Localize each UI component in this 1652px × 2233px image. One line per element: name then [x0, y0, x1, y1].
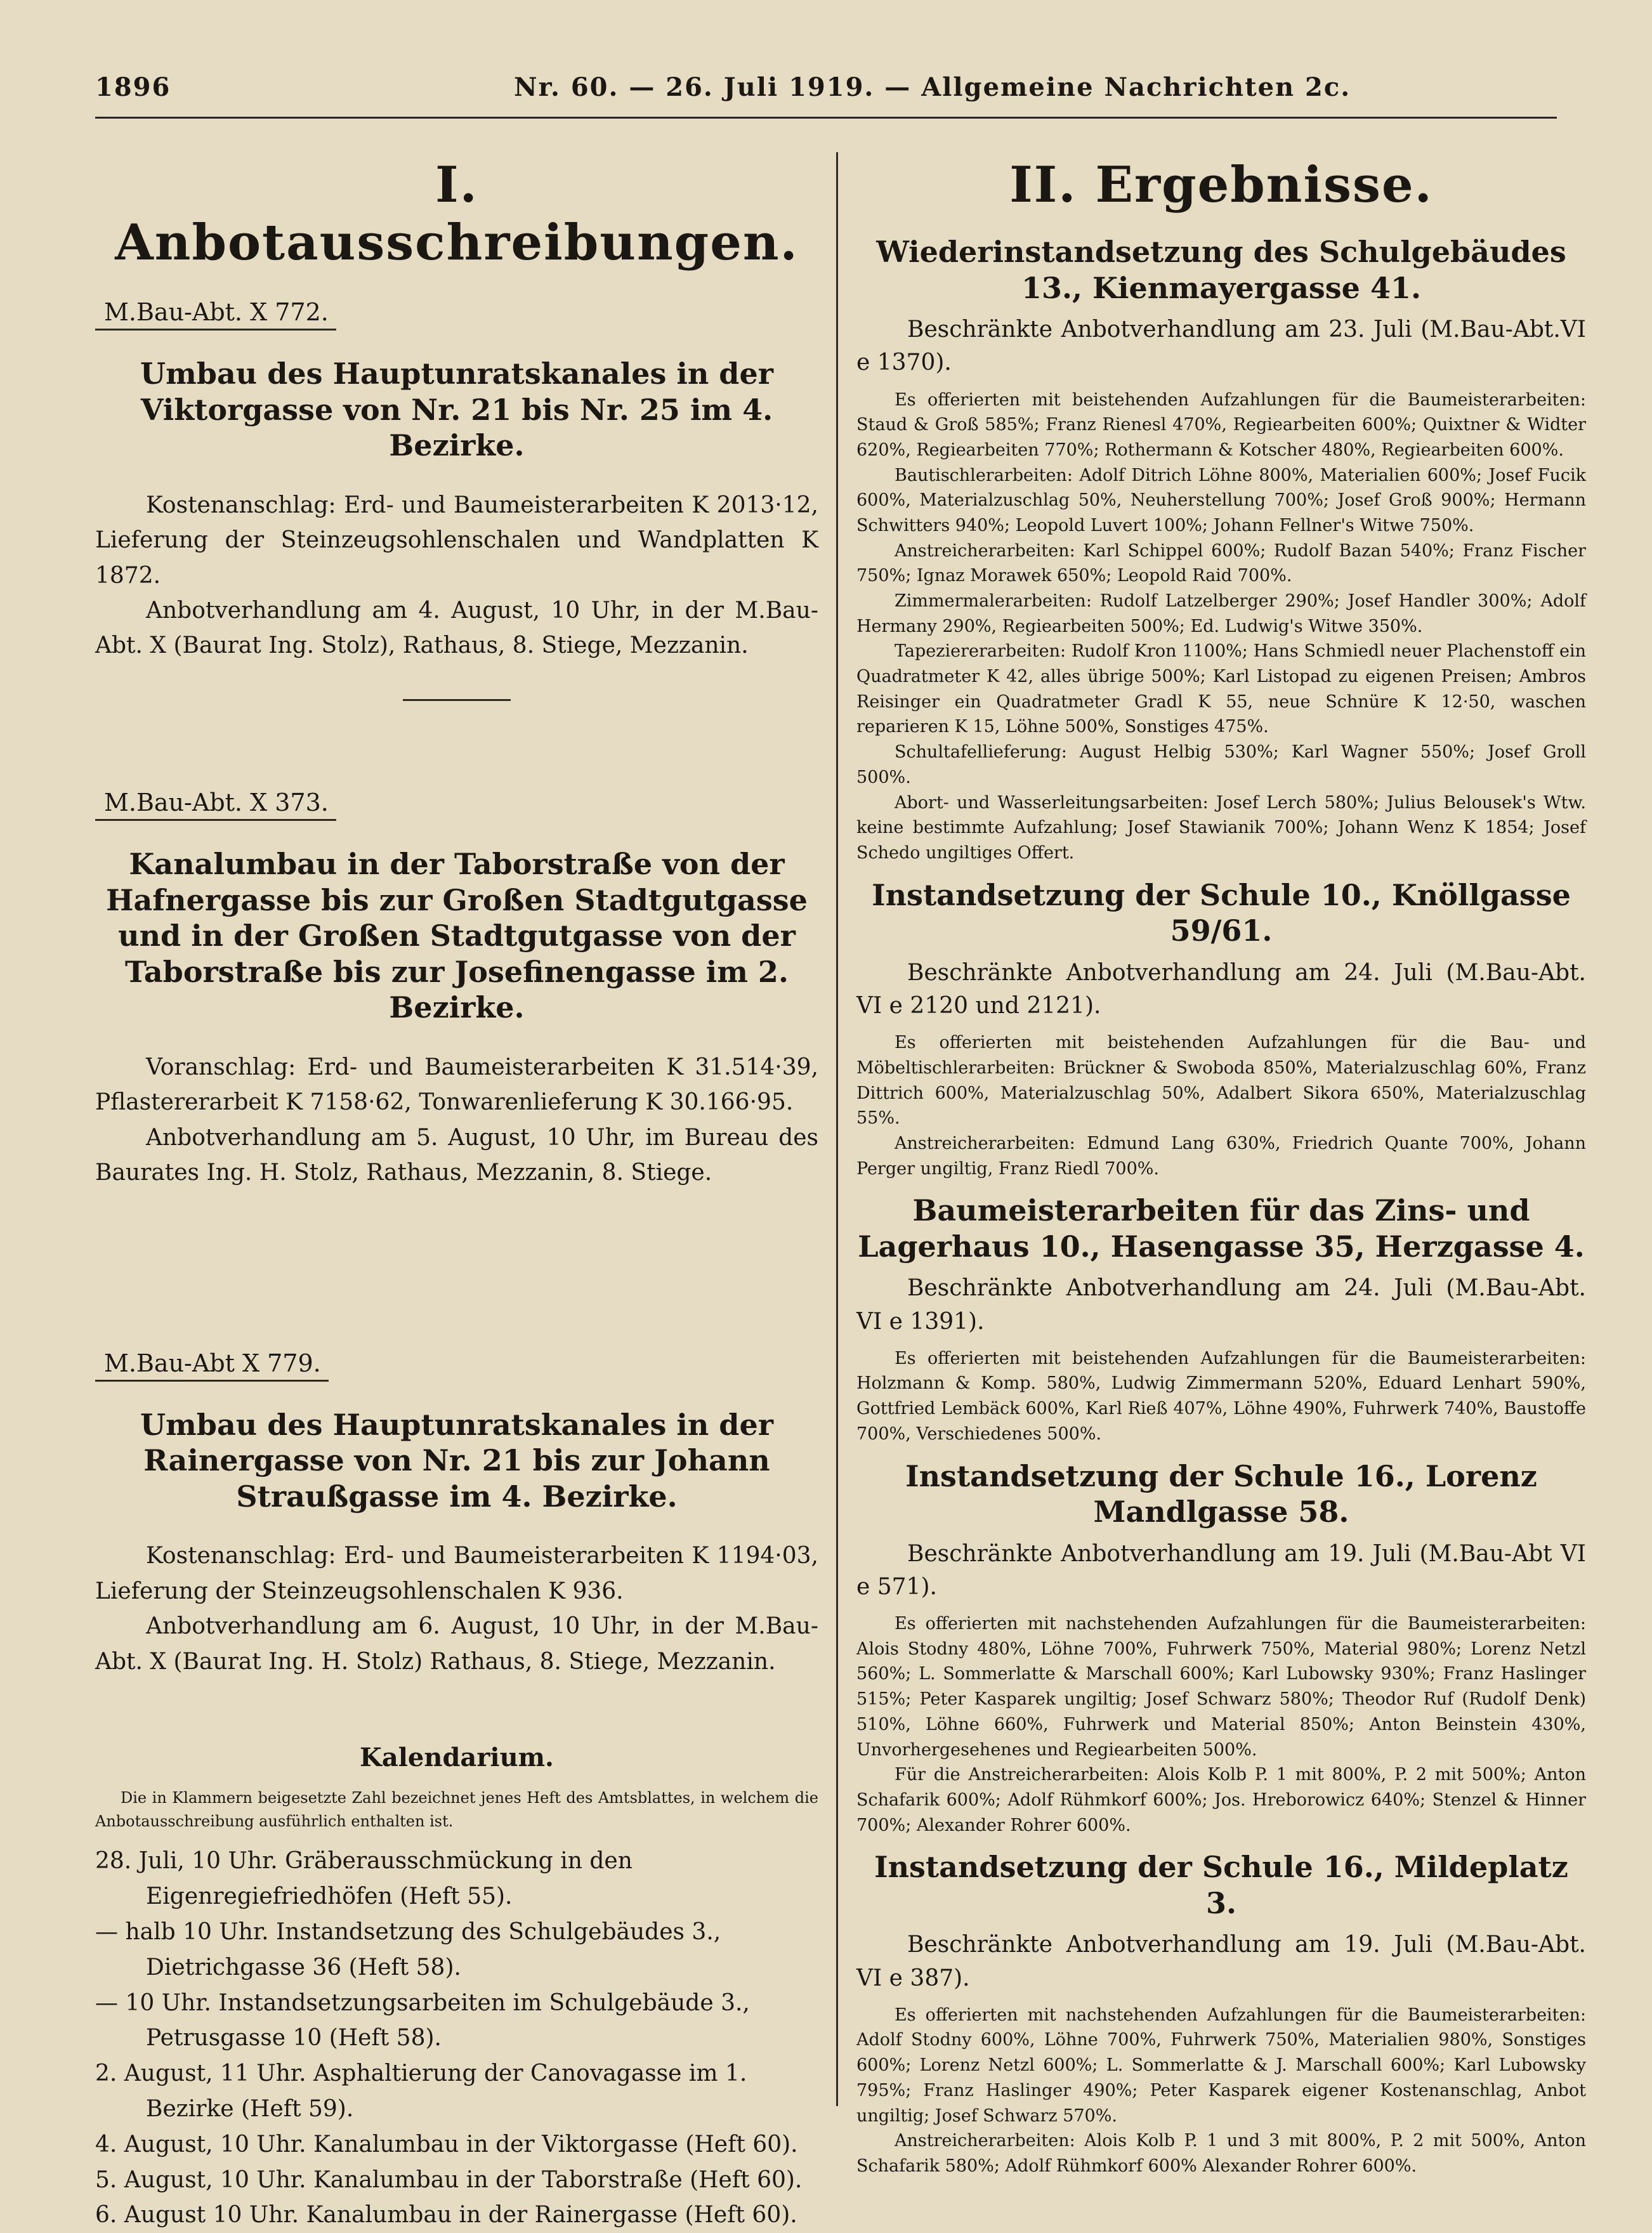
- result-offers: Schultafellieferung: August Helbig 530%; Karl Wagner 550%; Josef Groll 500%.: [856, 742, 1586, 787]
- result-notice: [856, 1193, 1586, 1446]
- negotiation-date: Anbotverhandlung am 4. August, 10 Uhr, in der M.Bau-Abt. X (Baurat Ing. Stolz), Rathaus, 8. Stiege, Mezzanin.: [95, 598, 818, 659]
- tender-notice: [95, 782, 818, 1343]
- result-notice: [856, 1458, 1586, 1838]
- kalendarium-entry: — halb 10 Uhr. Instandsetzung des Schulgebäudes 3., Dietrichgasse 36 (Heft 58).: [95, 1919, 721, 1981]
- result-notice: [856, 1849, 1586, 2178]
- right-column: [856, 146, 1586, 2179]
- divider-rule: [403, 699, 511, 701]
- result-offers: Zimmermalerarbeiten: Rudolf Latzelberger 290%; Josef Handler 300%; Adolf Hermany 290%, Regiearbeiten 500%; Ed. Ludwig's Witwe 350%.: [856, 591, 1586, 636]
- result-offers: Anstreicherarbeiten: Alois Kolb P. 1 und 3 mit 800%, P. 2 mit 500%, Anton Schafarik 580%; Adolf Rühmkorf 600% Alexander Rohrer 600%.: [856, 2131, 1586, 2176]
- result-title: Instandsetzung der Schule 10., Knöllgasse 59/61.: [872, 877, 1571, 948]
- kalendarium-note: Die in Klammern beigesetzte Zahl bezeichnet jenes Heft des Amtsblattes, in welchem die Anbotausschreibung ausführlich enthalten ist.: [95, 1789, 818, 1831]
- kalendarium-entry: 4. August, 10 Uhr. Kanalumbau in der Viktorgasse (Heft 60).: [95, 2131, 798, 2158]
- result-notice: [856, 877, 1586, 1182]
- department-reference: M.Bau-Abt. X 373.: [95, 789, 336, 821]
- notice-title: Umbau des Hauptunratskanales in der Viktorgasse von Nr. 21 bis Nr. 25 im 4. Bezirke.: [140, 357, 773, 463]
- result-offers: Es offerierten mit beistehenden Aufzahlungen für die Baumeisterarbeiten: Staud & Groß 585%; Franz Rienesl 470%, Regiearbeiten 600%; Quixtner & Widter 620%, Regiearbeiten 770%; Rothermann & Kotscher 480%, Regiearbeiten 600%.: [856, 390, 1586, 460]
- tender-notice: [95, 1343, 818, 1679]
- section-title-anbotausschreibungen: I. Anbotausschreibungen.: [115, 156, 799, 272]
- result-offers: Anstreicherarbeiten: Edmund Lang 630%, Friedrich Quante 700%, Johann Perger ungiltig, Franz Riedl 700%.: [856, 1133, 1586, 1179]
- negotiation-date: Anbotverhandlung am 6. August, 10 Uhr, in der M.Bau-Abt. X (Baurat Ing. H. Stolz) Rathaus, 8. Stiege, Mezzanin.: [95, 1613, 818, 1675]
- result-intro: Beschränkte Anbotverhandlung am 19. Juli (M.Bau-Abt. VI e 387).: [856, 1932, 1586, 1991]
- kalendarium-entry: 5. August, 10 Uhr. Kanalumbau in der Taborstraße (Heft 60).: [95, 2166, 803, 2193]
- negotiation-date: Anbotverhandlung am 5. August, 10 Uhr, im Bureau des Baurates Ing. H. Stolz, Rathaus, Mezzanin, 8. Stiege.: [95, 1124, 818, 1186]
- section-title-ergebnisse: II. Ergebnisse.: [1009, 156, 1433, 214]
- result-title: Wiederinstandsetzung des Schulgebäudes 13., Kienmayergasse 41.: [876, 235, 1566, 305]
- left-column: [95, 146, 818, 2233]
- result-intro: Beschränkte Anbotverhandlung am 19. Juli (M.Bau-Abt VI e 571).: [856, 1540, 1586, 1600]
- result-notice: [856, 234, 1586, 866]
- result-offers: Für die Anstreicherarbeiten: Alois Kolb P. 1 mit 800%, P. 2 mit 500%; Anton Schafarik 600%; Adolf Rühmkorf 600%; Jos. Hreborowicz 640%; Stenzel & Hinner 700%; Alexander Rohrer 600%.: [856, 1765, 1586, 1835]
- cost-estimate: Kostenanschlag: Erd- und Baumeisterarbeiten K 1194·03, Lieferung der Steinzeugsohlenschalen K 936.: [95, 1543, 818, 1604]
- result-title: Baumeisterarbeiten für das Zins- und Lagerhaus 10., Hasengasse 35, Herzgasse 4.: [858, 1193, 1585, 1264]
- result-title: Instandsetzung der Schule 16., Lorenz Mandlgasse 58.: [905, 1458, 1537, 1529]
- kalendarium-entry: 2. August, 11 Uhr. Asphaltierung der Canovagasse im 1. Bezirke (Heft 59).: [95, 2060, 747, 2122]
- result-intro: Beschränkte Anbotverhandlung am 24. Juli (M.Bau-Abt. VI e 2120 und 2121).: [856, 959, 1586, 1019]
- result-title: Instandsetzung der Schule 16., Mildeplatz 3.: [874, 1850, 1568, 1920]
- result-offers: Tapeziererarbeiten: Rudolf Kron 1100%; Hans Schmiedl neuer Plachenstoff ein Quadratmeter K 42, alles übrige 500%; Karl Listopad zu eigenen Preisen; Ambros Reisinger ein Quadratmeter Gradl K 55, neue Schnüre K 12·50, waschen reparieren K 15, Löhne 500%, Sonstiges 475%.: [856, 641, 1586, 737]
- result-offers: Es offerierten mit beistehenden Aufzahlungen für die Baumeisterarbeiten: Holzmann & Komp. 580%, Ludwig Zimmermann 520%, Eduard Lenhart 590%, Gottfried Lembäck 600%, Karl Rieß 407%, Löhne 490%, Fuhrwerk 740%, Baustoffe 700%, Verschiedenes 500%.: [856, 1348, 1586, 1444]
- tender-notice: [95, 292, 818, 701]
- result-offers: Anstreicherarbeiten: Karl Schippel 600%; Rudolf Bazan 540%; Franz Fischer 750%; Ignaz Morawek 650%; Leopold Raid 700%.: [856, 540, 1586, 586]
- kalendarium: [95, 1743, 818, 2233]
- kalendarium-entry: 28. Juli, 10 Uhr. Gräberausschmückung in den Eigenregiefriedhöfen (Heft 55).: [95, 1848, 633, 1910]
- result-intro: Beschränkte Anbotverhandlung am 24. Juli (M.Bau-Abt. VI e 1391).: [856, 1275, 1586, 1335]
- cost-estimate: Voranschlag: Erd- und Baumeisterarbeiten K 31.514·39, Pflastererarbeit K 7158·62, Tonwarenlieferung K 30.166·95.: [95, 1054, 818, 1116]
- column-divider: [836, 152, 838, 2106]
- result-intro: Beschränkte Anbotverhandlung am 23. Juli (M.Bau-Abt.VI e 1370).: [856, 317, 1586, 376]
- notice-title: Umbau des Hauptunratskanales in der Rainergasse von Nr. 21 bis zur Johann Straußgasse im 4. Bezirke.: [140, 1407, 773, 1514]
- kalendarium-entry: 6. August 10 Uhr. Kanalumbau in der Rainergasse (Heft 60).: [95, 2202, 797, 2229]
- result-offers: Bautischlerarbeiten: Adolf Ditrich Löhne 800%, Materialien 600%; Josef Fucik 600%, Materialzuschlag 50%, Neuherstellung 700%; Josef Groß 900%; Hermann Schwitters 940%; Leopold Luvert 100%; Johann Fellner's Witwe 750%.: [856, 465, 1586, 535]
- department-reference: M.Bau-Abt X 779.: [95, 1349, 329, 1382]
- cost-estimate: Kostenanschlag: Erd- und Baumeisterarbeiten K 2013·12, Lieferung der Steinzeugsohlenschalen und Wandplatten K 1872.: [95, 492, 818, 589]
- result-offers: Abort- und Wasserleitungsarbeiten: Josef Lerch 580%; Julius Belousek's Wtw. keine bestimmte Aufzahlung; Josef Stawianik 700%; Johann Wenz K 1854; Josef Schedo ungiltiges Offert.: [856, 792, 1586, 863]
- result-offers: Es offerierten mit nachstehenden Aufzahlungen für die Baumeisterarbeiten: Adolf Stodny 600%, Löhne 700%, Fuhrwerk 750%, Materialien 980%, Sonstiges 600%; Lorenz Netzl 600%; L. Sommerlatte & J. Marschall 600%; Karl Lubowsky 795%; Franz Haslinger 490%; Peter Kasparek eigener Kostenanschlag, Anbot ungiltig; Josef Schwarz 570%.: [856, 2005, 1586, 2126]
- header-title: Nr. 60. — 26. Juli 1919. — Allgemeine Nachrichten 2c.: [514, 72, 1351, 102]
- kalendarium-entry: — 10 Uhr. Instandsetzungsarbeiten im Schulgebäude 3., Petrusgasse 10 (Heft 58).: [95, 1989, 750, 2052]
- result-offers: Es offerierten mit beistehenden Aufzahlungen für die Bau- und Möbeltischlerarbeiten: Brückner & Swoboda 850%, Materialzuschlag 60%, Franz Dittrich 600%, Materialzuschlag 50%, Adalbert Sikora 650%, Materialzuschlag 55%.: [856, 1033, 1586, 1129]
- page-number: 1896: [95, 72, 171, 102]
- kalendarium-title: Kalendarium.: [360, 1743, 554, 1773]
- notice-title: Kanalumbau in der Taborstraße von der Hafnergasse bis zur Großen Stadtgutgasse und in der Großen Stadtgutgasse von der Taborstraße bis zur Josefinengasse im 2. Bezirke.: [106, 846, 808, 1025]
- result-offers: Es offerierten mit nachstehenden Aufzahlungen für die Baumeisterarbeiten: Alois Stodny 480%, Löhne 700%, Fuhrwerk 750%, Material 980%; Lorenz Netzl 560%; L. Sommerlatte & Marschall 600%; Karl Lubowsky 930%; Franz Haslinger 515%; Peter Kasparek ungiltig; Josef Schwarz 580%; Theodor Ruf (Rudolf Denk) 510%, Löhne 660%, Fuhrwerk und Material 850%; Anton Beinstein 430%, Unvorhergesehenes und Regiearbeiten 500%.: [856, 1614, 1586, 1760]
- running-header: [95, 66, 1557, 119]
- department-reference: M.Bau-Abt. X 772.: [95, 298, 336, 331]
